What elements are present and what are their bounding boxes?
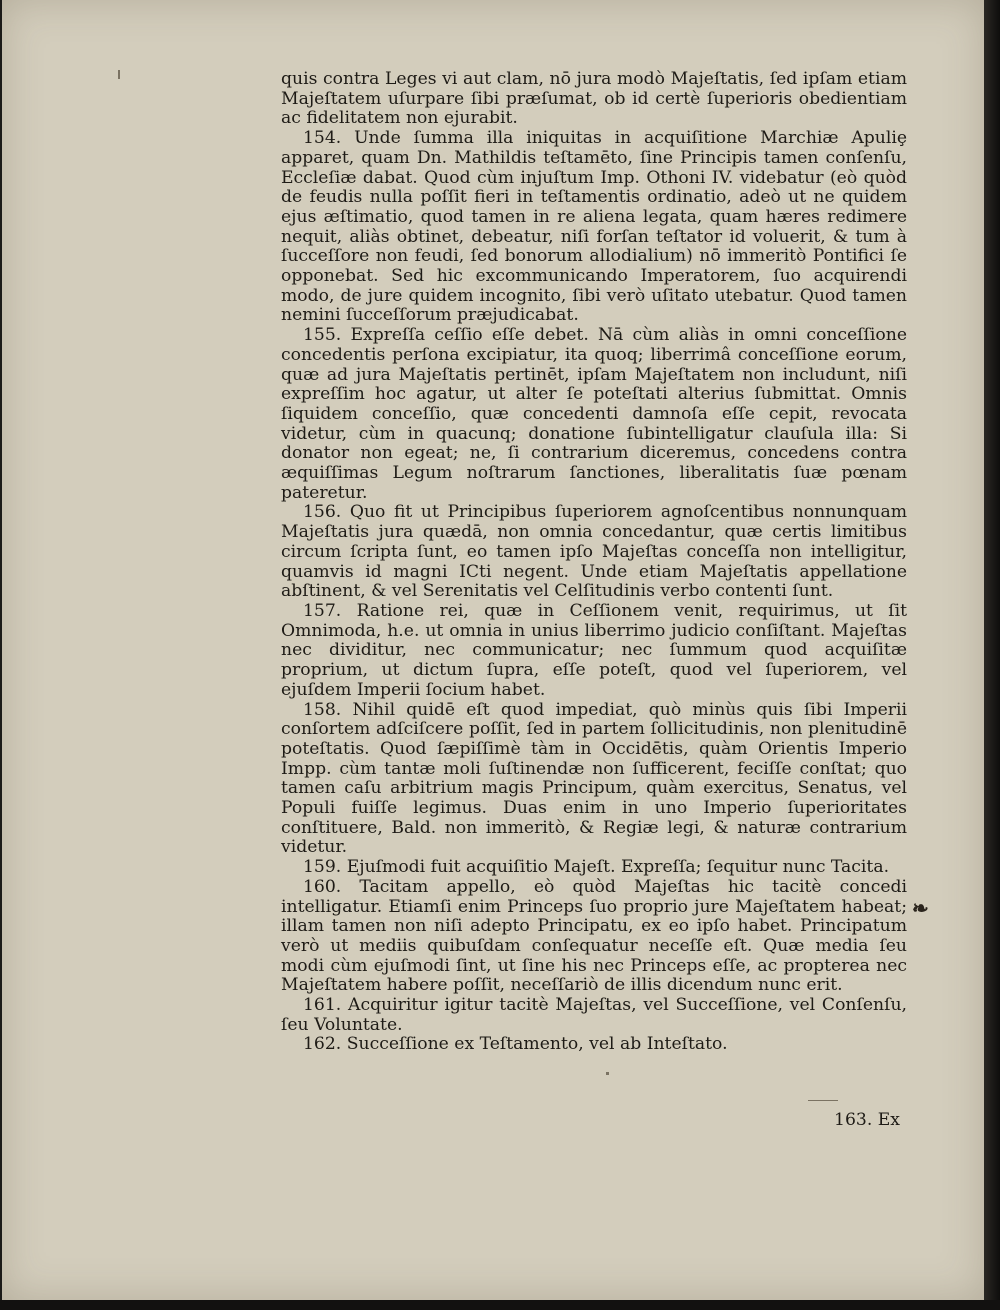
paper-speck [118, 70, 120, 79]
paper-speck [606, 1072, 609, 1075]
paragraph-162: 162. Succeſſione ex Teſtamento, vel ab Inteſtato. [303, 1034, 728, 1055]
paragraph-154: 154. Unde ſumma illa iniquitas in acquiſitione Marchiæ Apuliȩ apparet, quam Dn. Mathildis teſtamēto, ſine Principis tamen conſenſu, Eccleſiæ dabat. Quod cùm injuſtum Imp. Othoni IV. videbatur (eò quòd de feudis nulla poſſit fieri in teſtamentis ordinatio, adeò ut ne quidem ejus æſtimatio, quod tamen in re aliena legata, quam hæres redimere nequit, aliàs obtinet, debeatur, niſi forſan teſtator id voluerit, & tum à ſucceſſore non feudi, ſed bonorum allodialium) nō immeritò Pontifici ſe opponebat. Sed hic excommunicando Imperatorem, ſuo acquirendi modo, de jure quidem incognito, ſibi verò uſitato utebatur. Quod tamen nemini ſucceſſorum præjudicabat. [281, 128, 907, 326]
paragraph-156: 156. Quo fit ut Principibus ſuperiorem agnoſcentibus nonnunquam Majeſtatis jura quædā, non omnia concedantur, quæ certis limitibus circum ſcripta ſunt, eo tamen ipſo Majeſtas conceſſa non intelligitur, quamvis id magni ICti negent. Unde etiam Majeſtatis appellatione abſtinent, & vel Serenitatis vel Celſitudinis verbo contenti ſunt. [281, 502, 907, 602]
paragraph-155: 155. Expreſſa ceſſio eſſe debet. Nā cùm aliàs in omni conceſſione concedentis perſona excipiatur, ita quoq; liberrimâ conceſſione eorum, quæ ad jura Majeſtatis pertinēt, ipſam Majeſtatem non includunt, niſi expreſſim hoc agatur, ut alter ſe poteſtati alterius ſubmittat. Omnis ſiquidem conceſſio, quæ concedenti damnoſa eſſe cepit, revocata videtur, cùm in quacunq; donatione ſubintelligatur clauſula illa: Si donator non egeat; ne, ſi contrarium diceremus, concedens contra æquiſſimas Legum noſtrarum ſanctiones, liberalitatis ſuæ pœnam pateretur. [281, 325, 907, 503]
margin-ink-mark: ❧ [912, 896, 929, 920]
paragraph-158: 158. Nihil quidē eſt quod impediat, quò minùs quis ſibi Imperii conſortem adſciſcere poſſit, ſed in partem ſollicitudinis, non plenitudinē poteſtatis. Quod ſæpiſſimè tàm in Occidētis, quàm Orientis Imperio Impp. cùm tantæ moli ſuſtinendæ non ſufficerent, feciſſe conſtat; quo tamen caſu arbitrium magis Principum, quàm exercitus, Senatus, vel Populi fuiſſe legimus. Duas enim in uno Imperio ſuperioritates conſtituere, Bald. non immeritò, & Regiæ legi, & naturæ contrarium videtur. [281, 699, 907, 858]
text-block [281, 70, 907, 1055]
page-edge-bottom [0, 1300, 1000, 1310]
paper-speck [808, 1100, 838, 1101]
paragraph-159: 159. Ejuſmodi fuit acquiſitio Majeſt. Expreſſa; ſequitur nunc Tacita. [303, 857, 890, 878]
paragraph-160: 160. Tacitam appello, eò quòd Majeſtas hic tacitè concedi intelligatur. Etiamſi enim Princeps ſuo proprio jure Majeſtatem habeat; illam tamen non niſi adepto Principatu, ex eo ipſo habet. Principatum verò ut mediis quibuſdam conſequatur neceſſe eſt. Quæ media ſeu modi cùm ejuſmodi ſint, ut ſine his nec Princeps eſſe, ac propterea nec Majeſtatem habere poſſit, neceſſariò de illis dicendum nunc erit. [281, 876, 907, 996]
catchword: 163. Ex [834, 1110, 900, 1130]
paragraph-157: 157. Ratione rei, quæ in Ceſſionem venit, requirimus, ut ſit Omnimoda, h.e. ut omnia in unius liberrimo judicio conſiſtant. Majeſtas nec dividitur, nec communicatur; nec ſummum quod acquiſitæ proprium, ut dictum ſupra, eſſe poteſt, quod vel ſuperiorem, vel ejuſdem Imperii ſocium habet. [281, 600, 907, 700]
page-edge-right [984, 0, 1000, 1310]
paragraph-continuation: quis contra Leges vi aut clam, nō jura modò Majeſtatis, ſed ipſam etiam Majeſtatem uſurpare ſibi præſumat, ob id certè ſuperioris obedientiam ac fidelitatem non ejurabit. [281, 69, 907, 129]
paragraph-161: 161. Acquiritur igitur tacitè Majeſtas, vel Succeſſione, vel Conſenſu, ſeu Voluntate. [281, 995, 907, 1035]
